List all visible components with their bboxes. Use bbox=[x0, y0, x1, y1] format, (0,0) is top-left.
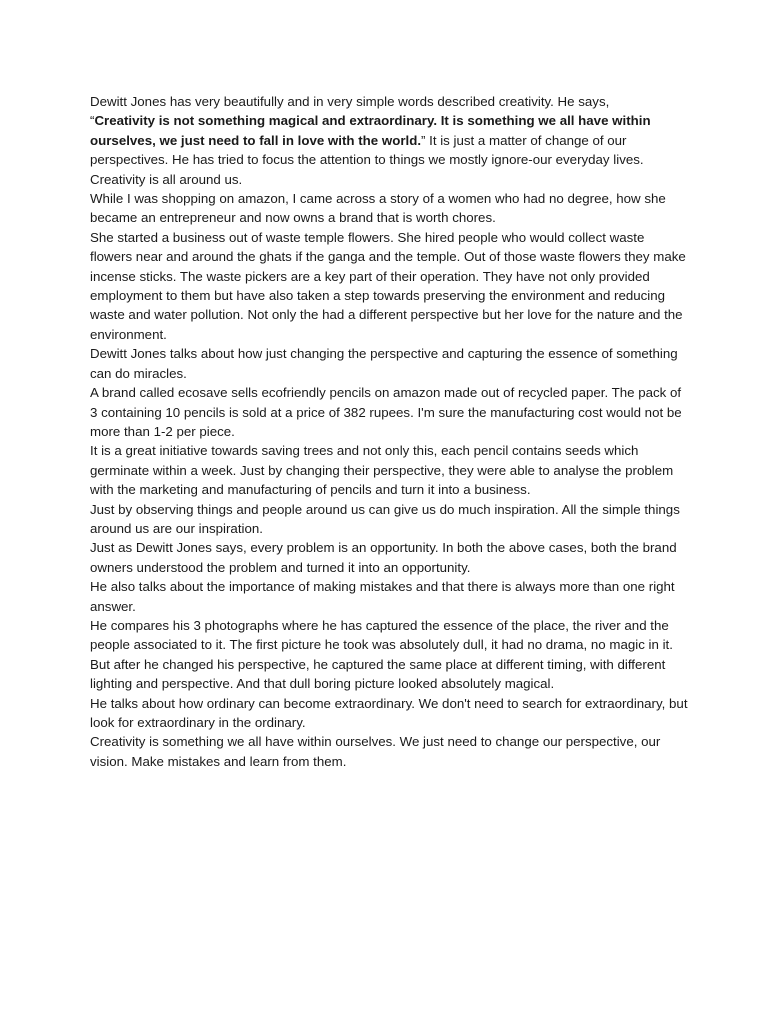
paragraph-6: Just by observing things and people around us can give us do much inspiration. All the simple things around us are our inspiration. bbox=[90, 501, 680, 536]
paragraph-12: Creativity is something we all have within ourselves. We just need to change our perspective, our vision. Make mistakes and learn from them. bbox=[90, 734, 661, 769]
paragraph-3: Dewitt Jones talks about how just changing the perspective and capturing the essence of something can do miracles. bbox=[90, 346, 678, 381]
paragraph-11: He talks about how ordinary can become extraordinary. We don't need to search for extraordinary, but look for extraordinary in the ordinary. bbox=[90, 695, 688, 730]
close-quote-mark: ” bbox=[421, 132, 426, 148]
intro-after: It is just a matter of change of our perspectives. He has tried to focus the attention to things we mostly ignore-our everyday lives. Creativity is all around us. bbox=[90, 132, 644, 187]
paragraph-2: She started a business out of waste temple flowers. She hired people who would collect waste flowers near and around the ghats if the ganga and the temple. Out of those waste flowers they make incense sticks. The waste pickers are a key part of their operation. They have not only provided employment to them but have also taken a step towards preserving the environment and reducing waste and water pollution. Not only the had a different perspective but her love for the nature and the environment. bbox=[90, 229, 686, 342]
paragraph-8: He also talks about the importance of making mistakes and that there is always more than one right answer. bbox=[90, 579, 675, 614]
paragraph-5: It is a great initiative towards saving trees and not only this, each pencil contains seeds which germinate within a week. Just by changing their perspective, they were able to analyse the problem with the marketing and manufacturing of pencils and turn it into a business. bbox=[90, 443, 674, 498]
open-quote-mark: “ bbox=[90, 113, 95, 129]
paragraph-4: A brand called ecosave sells ecofriendly pencils on amazon made out of recycled paper. The pack of 3 containing 10 pencils is sold at a price of 382 rupees. I'm sure the manufacturing cost would not be more than 1-2 per piece. bbox=[90, 385, 682, 439]
bold-quote: Creativity is not something magical and extraordinary. It is something we all have within ourselves, we just need to fall in love with the world. bbox=[90, 113, 651, 148]
intro-paragraph bbox=[90, 92, 690, 189]
paragraph-7: Just as Dewitt Jones says, every problem is an opportunity. In both the above cases, both the brand owners understood the problem and turned it into an opportunity. bbox=[90, 540, 677, 575]
paragraph-9: He compares his 3 photographs where he has captured the essence of the place, the river and the people associated to it. The first picture he took was absolutely dull, it had no drama, no magic in it. bbox=[90, 617, 673, 653]
document-body bbox=[90, 92, 690, 771]
paragraph-1: While I was shopping on amazon, I came across a story of a women who had no degree, how she became an entrepreneur and now owns a brand that is worth chores. bbox=[90, 191, 666, 226]
paragraph-10: But after he changed his perspective, he captured the same place at different timing, with different lighting and perspective. And that dull boring picture looked absolutely magical. bbox=[90, 656, 666, 692]
intro-lead: Dewitt Jones has very beautifully and in very simple words described creativity. He says, bbox=[90, 94, 610, 109]
